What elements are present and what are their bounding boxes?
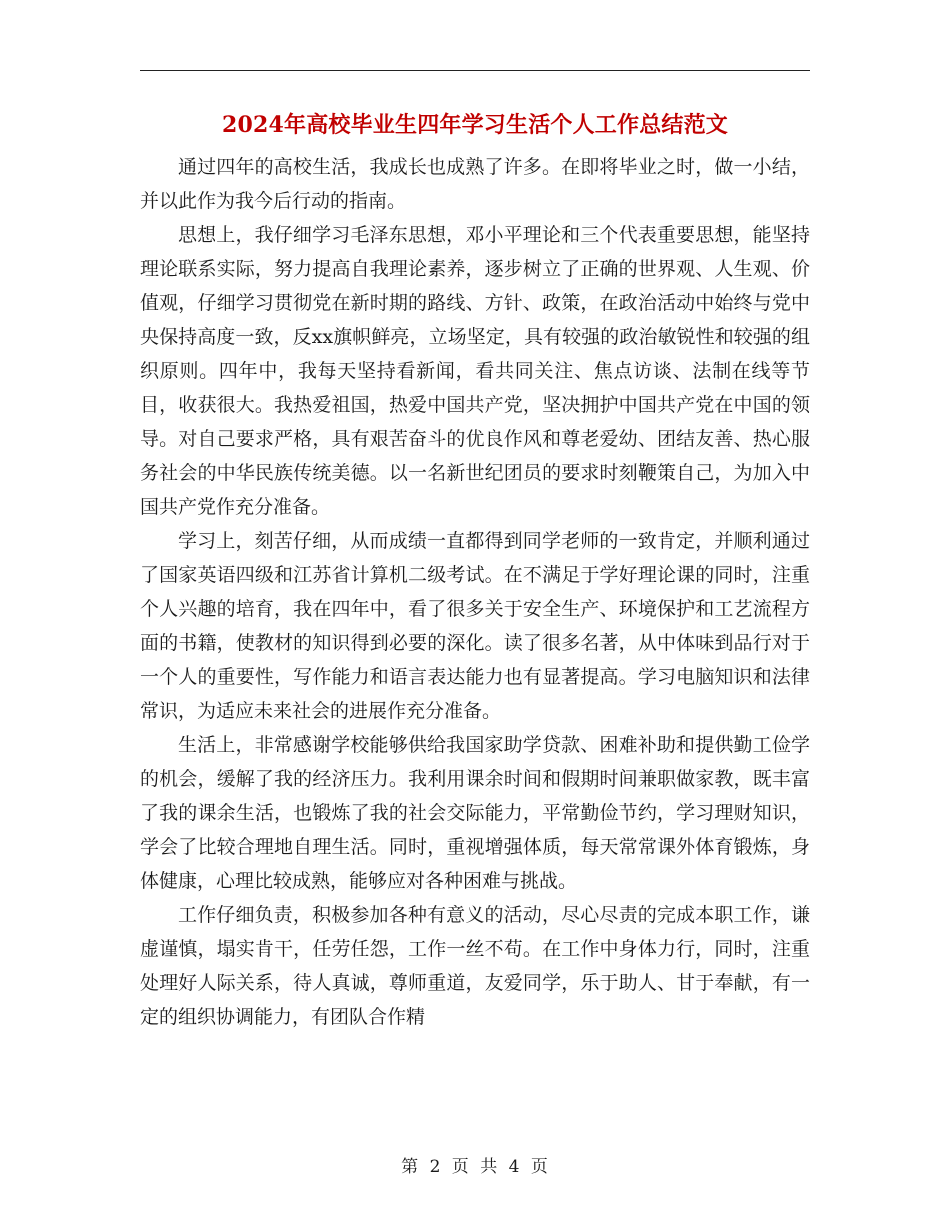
paragraph-life: 生活上，非常感谢学校能够供给我国家助学贷款、困难补助和提供勤工俭学的机会，缓解了我的经济压力。我利用课余时间和假期时间兼职做家教，既丰富了我的课余生活，也锻炼了我的社会交际能力，平常勤俭节约，学习理财知识，学会了比较合理地自理生活。同时，重视增强体质，每天常常课外体育锻炼，身体健康，心理比较成熟，能够应对各种困难与挑战。 xyxy=(140,734,810,892)
paragraph-intro: 通过四年的高校生活，我成长也成熟了许多。在即将毕业之时，做一小结，并以此作为我今后行动的指南。 xyxy=(140,156,810,212)
paragraph-study: 学习上，刻苦仔细，从而成绩一直都得到同学老师的一致肯定，并顺利通过了国家英语四级和江苏省计算机二级考试。在不满足于学好理论课的同时，注重个人兴趣的培育，我在四年中，看了很多关于安全生产、环境保护和工艺流程方面的书籍，使教材的知识得到必要的深化。读了很多名著，从中体味到品行对于一个人的重要性，写作能力和语言表达能力也有显著提高。学习电脑知识和法律常识，为适应未来社会的进展作充分准备。 xyxy=(140,530,810,722)
document-title: 2024年高校毕业生四年学习生活个人工作总结范文 xyxy=(221,112,729,138)
paragraph-thought: 思想上，我仔细学习毛泽东思想，邓小平理论和三个代表重要思想，能坚持理论联系实际，努力提高自我理论素养，逐步树立了正确的世界观、人生观、价值观，仔细学习贯彻党在新时期的路线、方针、政策，在政治活动中始终与党中央保持高度一致，反xx旗帜鲜亮，立场坚定，具有较强的政治敏锐性和较强的组织原则。四年中，我每天坚持看新闻，看共同关注、焦点访谈、法制在线等节目，收获很大。我热爱祖国，热爱中国共产党，坚决拥护中国共产党在中国的领导。对自己要求严格，具有艰苦奋斗的优良作风和尊老爱幼、团结友善、热心服务社会的中华民族传统美德。以一名新世纪团员的要求时刻鞭策自己，为加入中国共产党作充分准备。 xyxy=(140,224,810,518)
document-body xyxy=(140,150,810,1034)
page-number-footer: 第 2 页 共 4 页 xyxy=(401,1157,549,1177)
header-rule xyxy=(140,70,810,71)
paragraph-work: 工作仔细负责，积极参加各种有意义的活动，尽心尽责的完成本职工作，谦虚谨慎，塌实肯干，任劳任怨，工作一丝不苟。在工作中身体力行，同时，注重处理好人际关系，待人真诚，尊师重道，友爱同学，乐于助人、甘于奉献，有一定的组织协调能力，有团队合作精 xyxy=(140,904,810,1028)
